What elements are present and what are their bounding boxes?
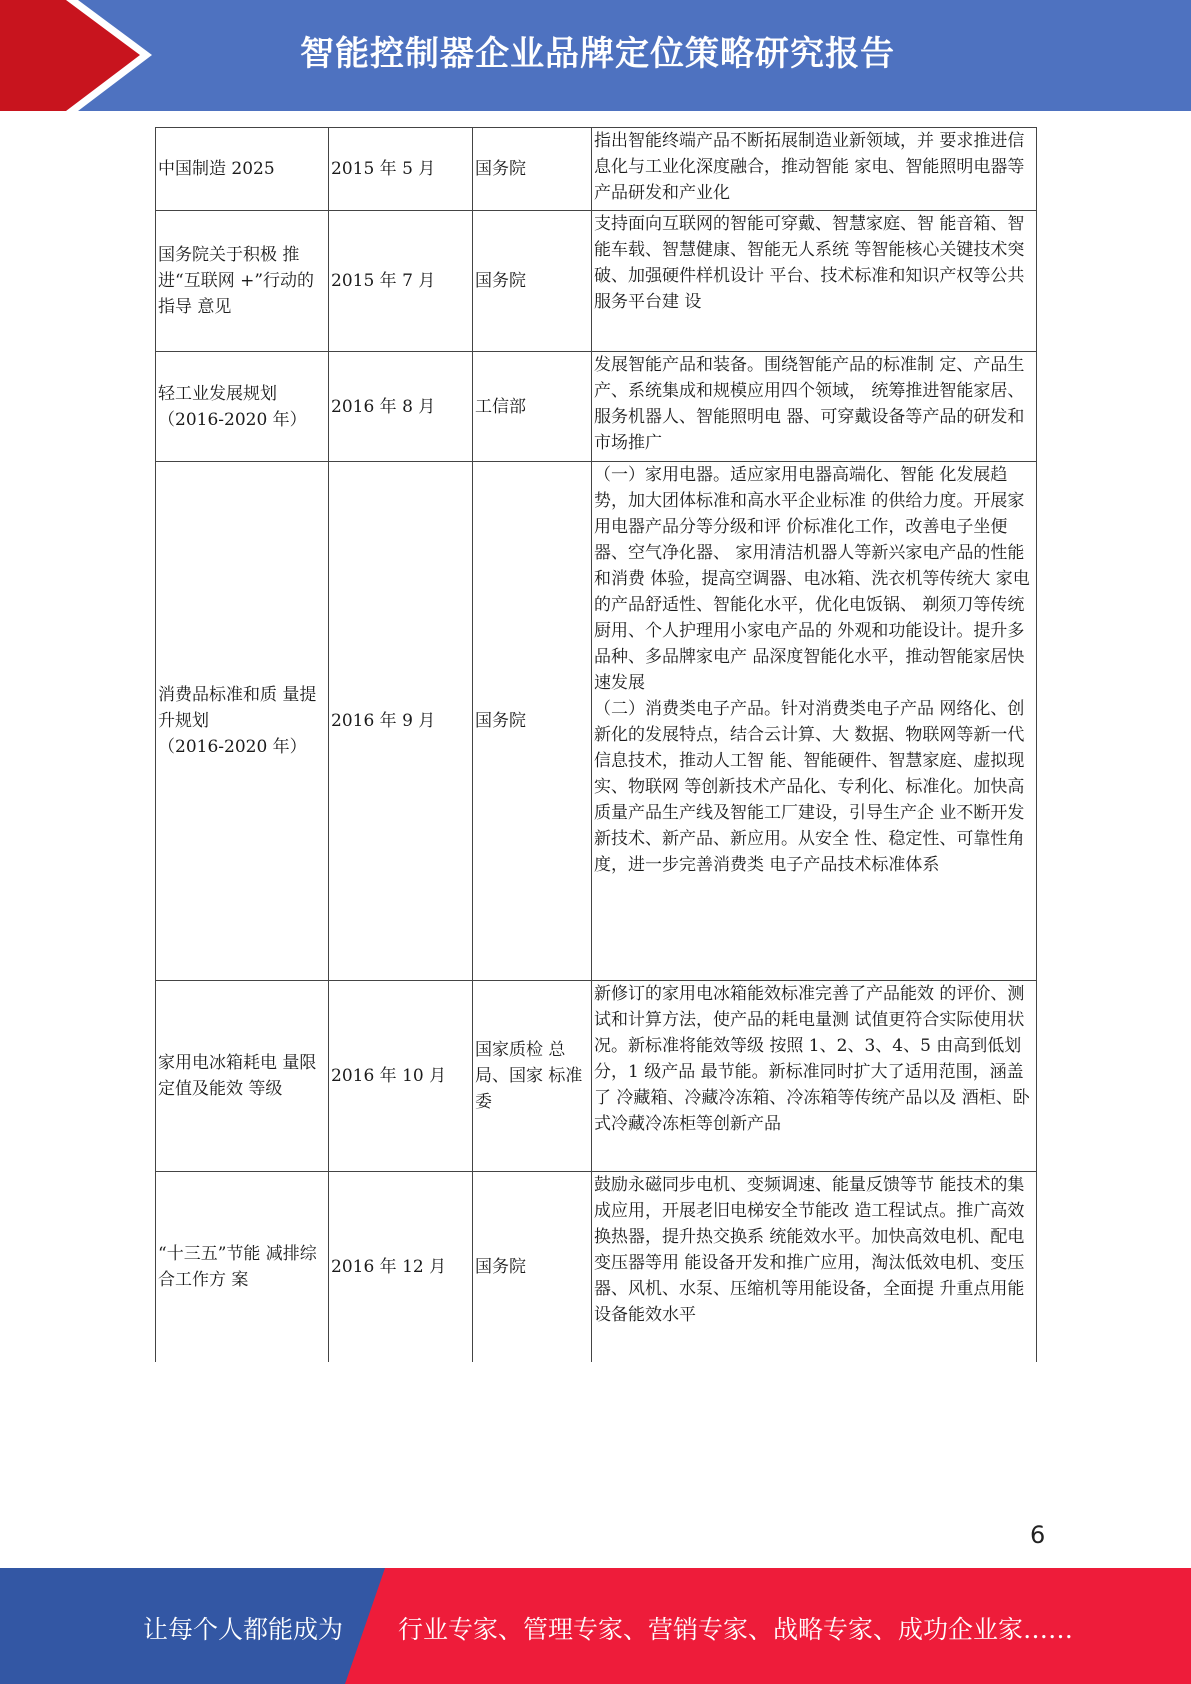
- policy-content-cell: 支持面向互联网的智能可穿戴、智慧家庭、智 能音箱、智能车载、智慧健康、智能无人系统 等智能核心关键技术突破、加强硬件样机设计 平台、技术标准和知识产权等公共服务平台建 设: [592, 211, 1037, 352]
- footer-slogan-right: 行业专家、管理专家、营销专家、战略专家、成功企业家……: [398, 1615, 1074, 1644]
- table-row: [156, 462, 1037, 981]
- report-title: 智能控制器企业品牌定位策略研究报告: [300, 34, 895, 74]
- policy-issuer-cell: 国务院: [473, 211, 592, 352]
- header-red-arrow-decoration: [0, 0, 150, 111]
- policy-table: [155, 127, 1037, 1362]
- page-number: 6: [1030, 1521, 1046, 1549]
- table-row: [156, 211, 1037, 352]
- policy-content-cell: 新修订的家用电冰箱能效标准完善了产品能效 的评价、测试和计算方法，使产品的耗电量测 试值更符合实际使用状况。新标准将能效等级 按照 1、2、3、4、5 由高到低划分，1 级产品 最节能。新标准同时扩大了适用范围，涵盖了 冷藏箱、冷藏冷冻箱、冷冻箱等传统产品以及 酒柜、卧式冷藏冷冻柜等创新产品: [592, 981, 1037, 1172]
- table-row: [156, 352, 1037, 462]
- policy-content-cell: 鼓励永磁同步电机、变频调速、能量反馈等节 能技术的集成应用，开展老旧电梯安全节能改 造工程试点。推广高效换热器，提升热交换系 统能效水平。加快高效电机、配电变压器等用 能设备开发和推广应用，淘汰低效电机、变压 器、风机、水泵、压缩机等用能设备，全面提 升重点用能设备能效水平: [592, 1172, 1037, 1363]
- page-header: [0, 0, 1191, 111]
- table-row: [156, 128, 1037, 211]
- policy-issuer-cell: 国家质检 总局、国家 标准委: [473, 981, 592, 1172]
- footer-slogan-left: 让每个人都能成为: [143, 1615, 344, 1644]
- policy-content-cell: 指出智能终端产品不断拓展制造业新领域，并 要求推进信息化与工业化深度融合，推动智能 家电、智能照明电器等产品研发和产业化: [592, 128, 1037, 211]
- policy-issuer-cell: 国务院: [473, 128, 592, 211]
- policy-issuer-cell: 国务院: [473, 462, 592, 981]
- policy-content-cell: 发展智能产品和装备。围绕智能产品的标准制 定、产品生产、系统集成和规模应用四个领域， 统筹推进智能家居、服务机器人、智能照明电 器、可穿戴设备等产品的研发和市场推广: [592, 352, 1037, 462]
- page-footer: [0, 1568, 1191, 1684]
- policy-name-cell: 消费品标准和质 量提升规划 （2016-2020 年）: [156, 462, 329, 981]
- policy-name-cell: 家用电冰箱耗电 量限定值及能效 等级: [156, 981, 329, 1172]
- policy-date-cell: 2016 年 10 月: [329, 981, 473, 1172]
- policy-name-cell: 轻工业发展规划 （2016-2020 年）: [156, 352, 329, 462]
- policy-content-cell: （一）家用电器。适应家用电器高端化、智能 化发展趋势，加大团体标准和高水平企业标准 的供给力度。开展家用电器产品分等分级和评 价标准化工作，改善电子坐便器、空气净化器、 家用清洁机器人等新兴家电产品的性能和消费 体验，提高空调器、电冰箱、洗衣机等传统大 家电的产品舒适性、智能化水平，优化电饭锅、 剃须刀等传统厨用、个人护理用小家电产品的 外观和功能设计。提升多品种、多品牌家电产 品深度智能化水平，推动智能家居快速发展 （二）消费类电子产品。针对消费类电子产品 网络化、创新化的发展特点，结合云计算、大 数据、物联网等新一代信息技术，推动人工智 能、智能硬件、智慧家庭、虚拟现实、物联网 等创新技术产品化、专利化、标准化。加快高 质量产品生产线及智能工厂建设，引导生产企 业不断开发新技术、新产品、新应用。从安全 性、稳定性、可靠性角度，进一步完善消费类 电子产品技术标准体系: [592, 462, 1037, 981]
- table-row: [156, 1172, 1037, 1363]
- policy-name-cell: “十三五”节能 减排综合工作方 案: [156, 1172, 329, 1363]
- table-row: [156, 981, 1037, 1172]
- policy-issuer-cell: 工信部: [473, 352, 592, 462]
- policy-issuer-cell: 国务院: [473, 1172, 592, 1363]
- policy-date-cell: 2016 年 8 月: [329, 352, 473, 462]
- policy-name-cell: 中国制造 2025: [156, 128, 329, 211]
- policy-date-cell: 2015 年 5 月: [329, 128, 473, 211]
- policy-name-cell: 国务院关于积极 推进“互联网 +”行动的指导 意见: [156, 211, 329, 352]
- policy-date-cell: 2016 年 12 月: [329, 1172, 473, 1363]
- policy-date-cell: 2016 年 9 月: [329, 462, 473, 981]
- policy-date-cell: 2015 年 7 月: [329, 211, 473, 352]
